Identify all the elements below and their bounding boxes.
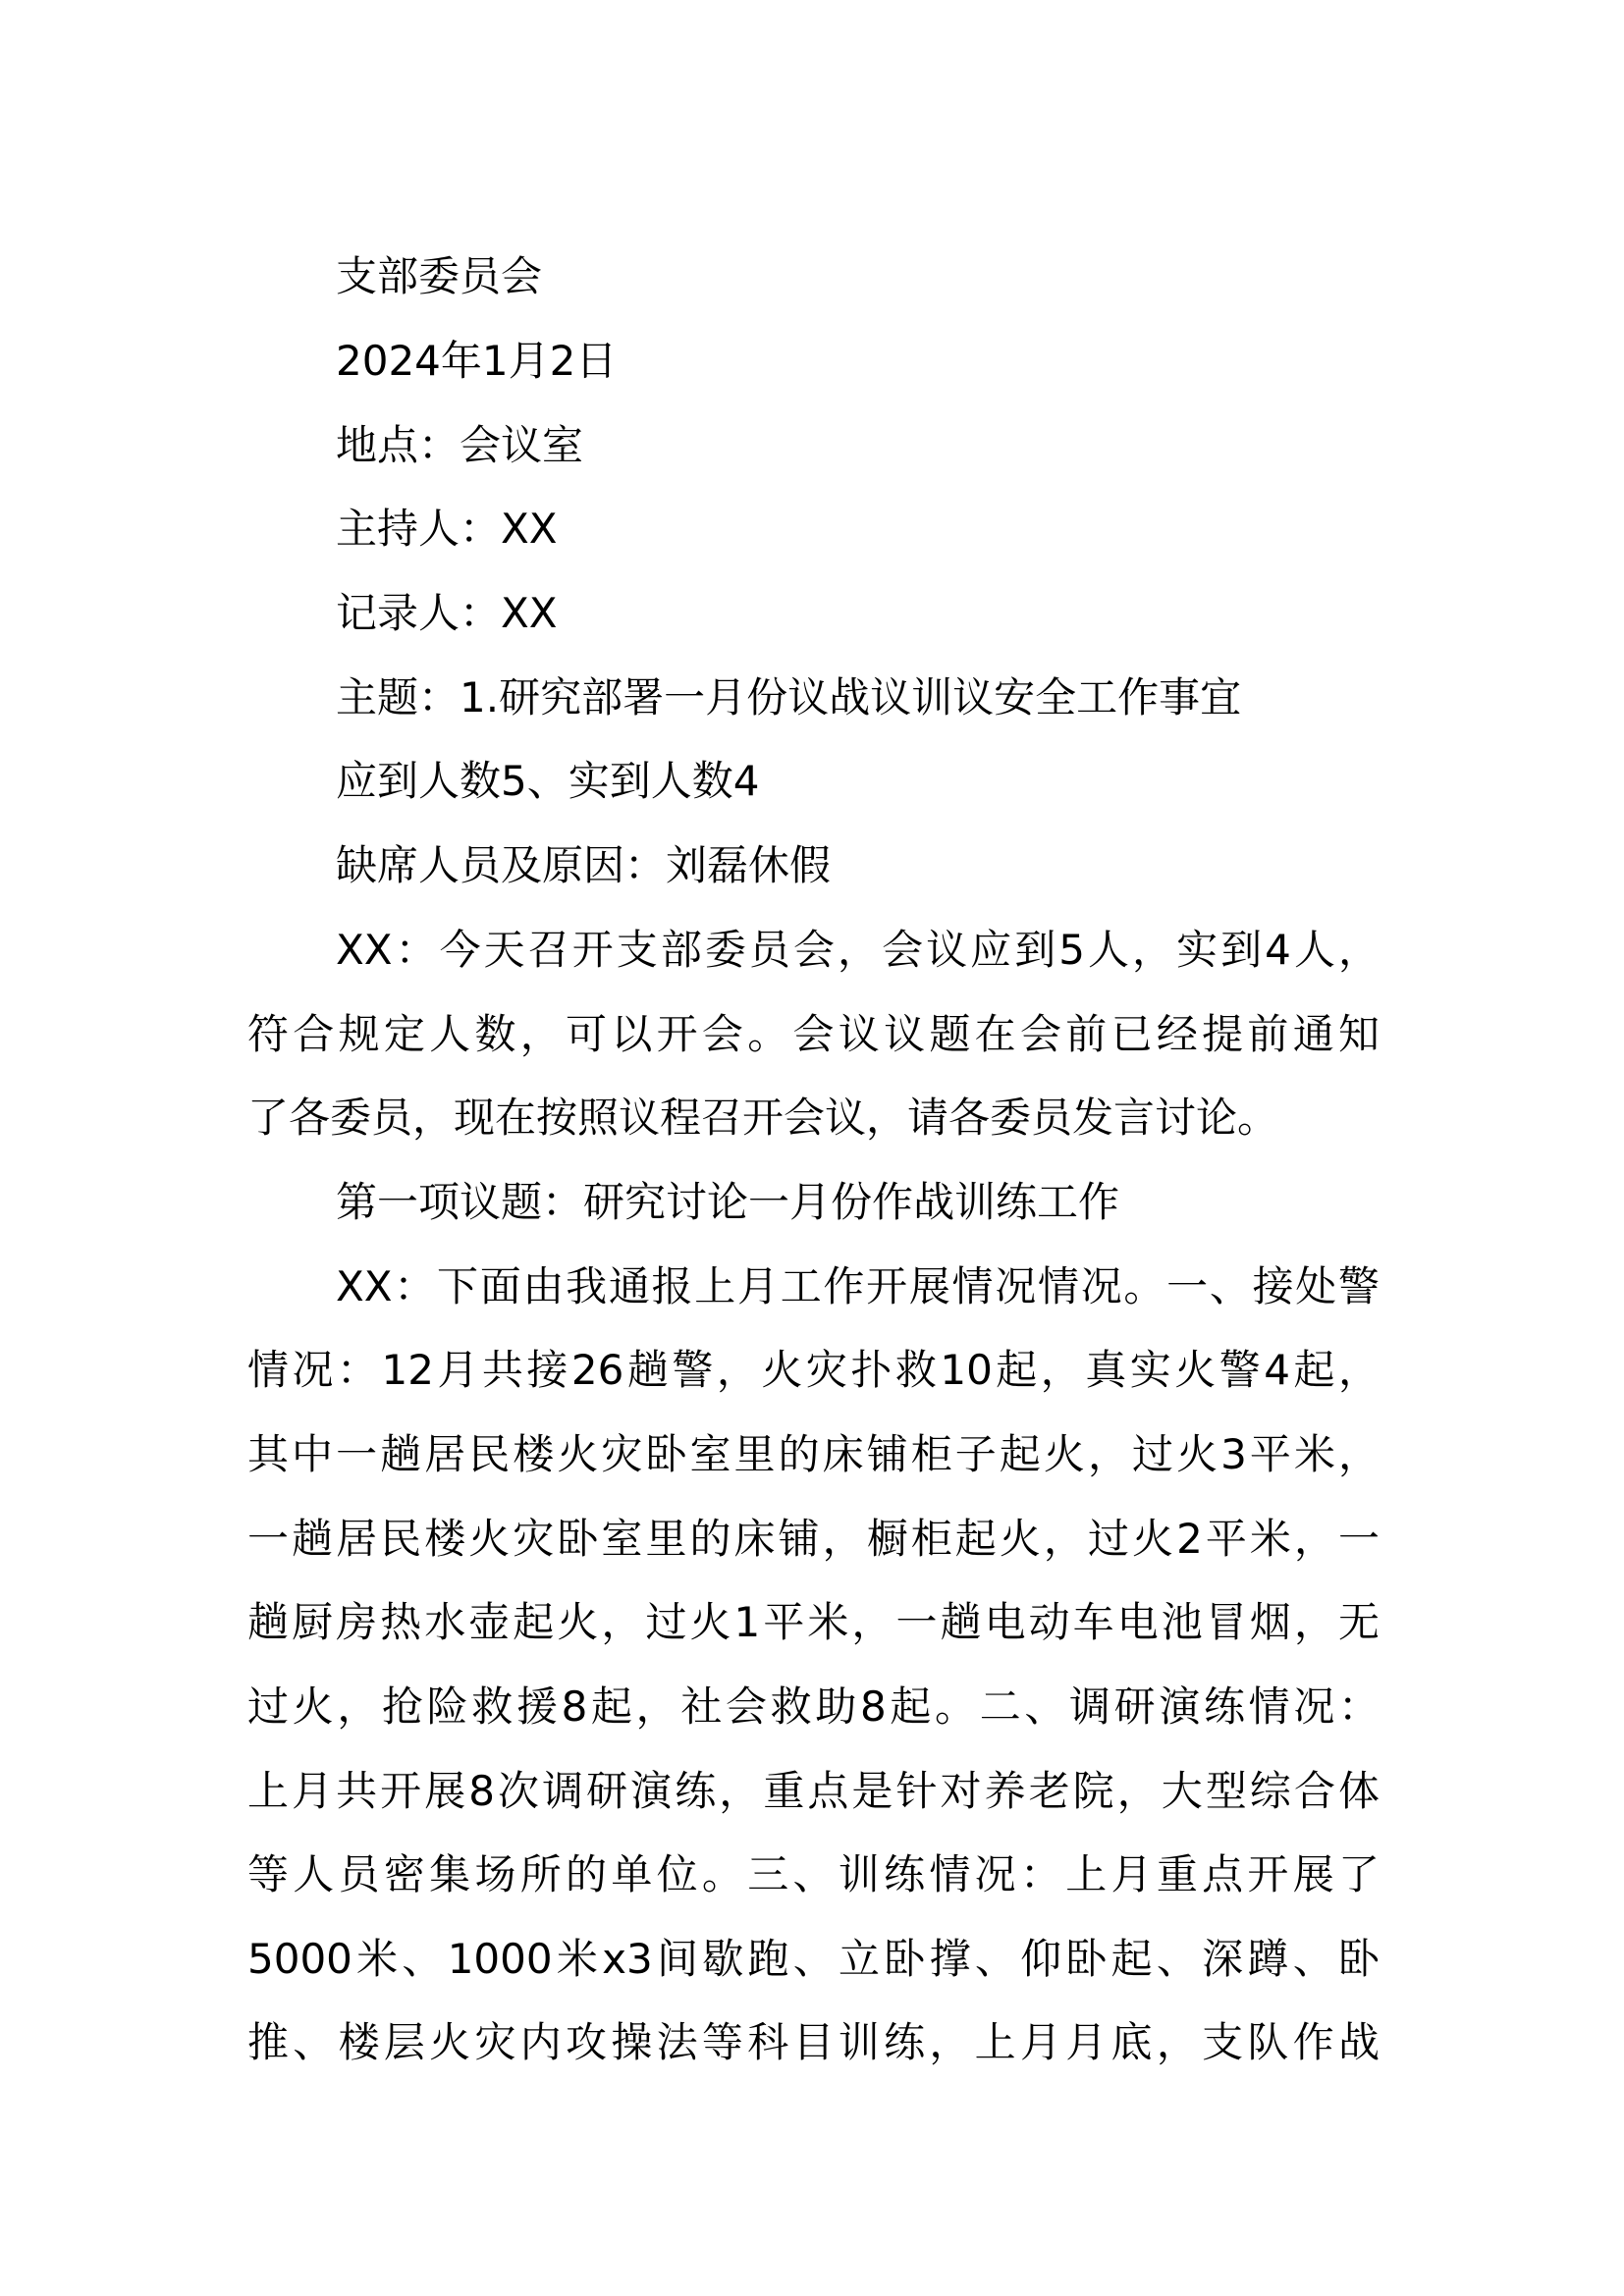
paragraph-line: 等人员密集场所的单位。三、训练情况：上月重点开展了 xyxy=(247,1850,1380,1898)
meeting-recorder: 记录人：XX xyxy=(336,589,558,637)
paragraph-line: XX：下面由我通报上月工作开展情况情况。一、接处警 xyxy=(336,1262,1380,1310)
paragraph-line: 一趟居民楼火灾卧室里的床铺，橱柜起火，过火2平米，一 xyxy=(247,1515,1380,1563)
paragraph-line: 趟厨房热水壶起火，过火1平米，一趟电动车电池冒烟，无 xyxy=(247,1598,1380,1646)
meeting-absentees: 缺席人员及原因：刘磊休假 xyxy=(336,841,832,889)
meeting-title: 支部委员会 xyxy=(336,252,543,300)
paragraph-line: 上月共开展8次调研演练，重点是针对养老院，大型综合体 xyxy=(247,1767,1380,1815)
meeting-location: 地点：会议室 xyxy=(336,421,584,469)
paragraph-line: 了各委员，现在按照议程召开会议，请各委员发言讨论。 xyxy=(247,1094,1279,1142)
paragraph-line: XX：今天召开支部委员会，会议应到5人，实到4人， xyxy=(336,926,1380,974)
meeting-date: 2024年1月2日 xyxy=(336,337,618,385)
paragraph-line: 过火，抢险救援8起，社会救助8起。二、调研演练情况： xyxy=(247,1682,1380,1731)
paragraph-line: 情况：12月共接26趟警，火灾扑救10起，真实火警4起， xyxy=(247,1346,1380,1394)
agenda-item-heading: 第一项议题：研究讨论一月份作战训练工作 xyxy=(336,1178,1120,1226)
paragraph-line: 5000米、1000米x3间歇跑、立卧撑、仰卧起、深蹲、卧 xyxy=(247,1935,1380,1983)
paragraph-line: 推、楼层火灾内攻操法等科目训练，上月月底，支队作战 xyxy=(247,2018,1380,2066)
meeting-host: 主持人：XX xyxy=(336,505,558,553)
meeting-attendance: 应到人数5、实到人数4 xyxy=(336,757,760,805)
meeting-topic: 主题：1.研究部署一月份议战议训议安全工作事宜 xyxy=(336,673,1242,721)
paragraph-line: 其中一趟居民楼火灾卧室里的床铺柜子起火，过火3平米， xyxy=(247,1430,1380,1478)
paragraph-line: 符合规定人数，可以开会。会议议题在会前已经提前通知 xyxy=(247,1010,1380,1058)
